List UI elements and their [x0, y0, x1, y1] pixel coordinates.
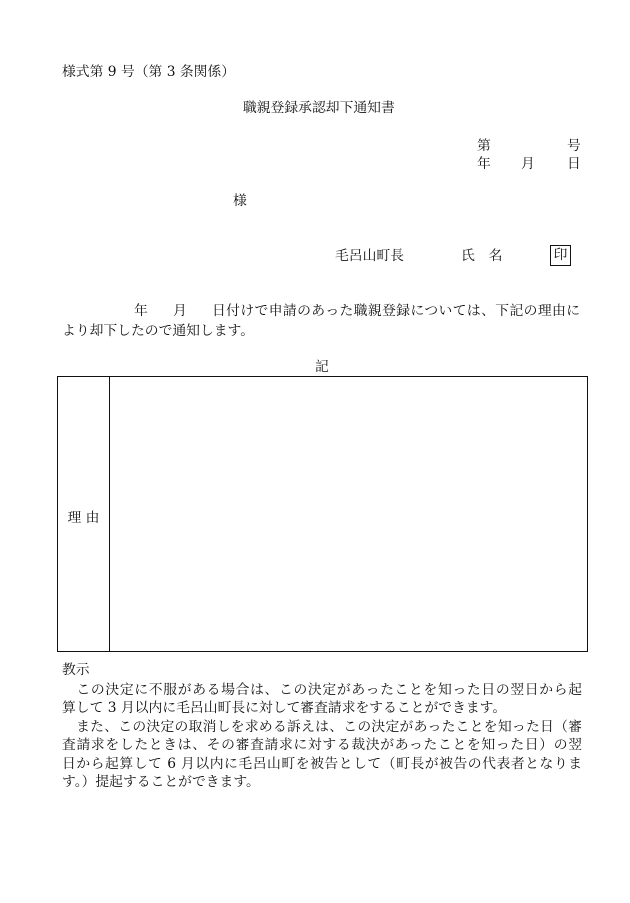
body-line-2: より却下したので通知します。 — [62, 323, 255, 339]
recipient-honorific: 様 — [233, 193, 247, 209]
instruction-line: この決定に不服がある場合は、この決定があったことを知った日の翌日から起 — [62, 682, 582, 698]
instruction-heading: 教示 — [62, 662, 90, 678]
date-day-label: 日 — [567, 156, 581, 172]
record-heading: 記 — [315, 359, 329, 375]
document-number-suffix: 号 — [567, 138, 581, 154]
date-year-label: 年 — [477, 156, 491, 172]
date-month-label: 月 — [521, 156, 535, 172]
sender-name-label: 氏 名 — [461, 248, 503, 264]
instruction-line: 査請求をしたときは、その審査請求に対する裁決があったことを知った日）の翌 — [62, 737, 582, 754]
seal-box — [550, 245, 571, 266]
reason-label: 理 由 — [67, 510, 100, 526]
sender-title: 毛呂山町長 — [335, 248, 404, 264]
instruction-line: 算して 3 月以内に毛呂山町長に対して審査請求をすることができます。 — [62, 700, 507, 717]
reason-table — [57, 376, 588, 652]
instruction-line: す。）提起することができます。 — [62, 773, 260, 790]
instruction-line: また、この決定の取消しを求める訴えは、この決定があったことを知った日（審 — [62, 718, 582, 735]
seal-label: 印 — [553, 247, 568, 263]
reason-value-cell — [110, 377, 587, 651]
instruction-text — [62, 681, 582, 791]
instruction-line: 日から起算して 6 月以内に毛呂山町を被告として（町長が被告の代表者となりま — [62, 755, 582, 772]
body-line-1: 日付けで申請のあった職親登録については、下記の理由に — [212, 303, 580, 319]
form-number: 様式第 9 号（第 3 条関係） — [62, 64, 236, 80]
document-number-prefix: 第 — [477, 138, 491, 154]
body-year-label: 年 — [134, 303, 148, 319]
document-title: 職親登録承認却下通知書 — [243, 100, 395, 116]
body-month-label: 月 — [173, 303, 187, 319]
reason-label-cell — [58, 377, 110, 651]
